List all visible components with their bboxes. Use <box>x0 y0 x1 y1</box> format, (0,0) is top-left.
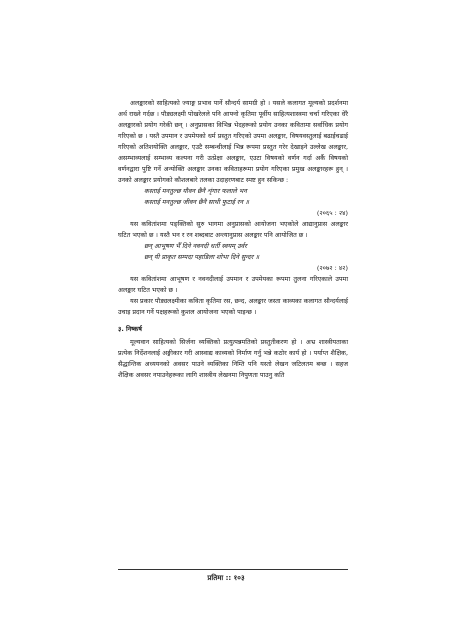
paragraph-anupras: यस कवितांशमा पङ्क्तिको सुरु भागमा अनुप्रासको आयोजना भएकोले आद्यानुप्रास अलङ्कार घटित भएको छ । यस्तै भन र रन शब्दबाट अन्त्यानुप्रास अलङ्कार पनि आयोजित छ । <box>118 220 348 239</box>
paragraph-upama: यस कवितांशमा आभूषण र नवनदीलाई उपमान र उपमेयका रूपमा तुलना गरिएकाले उपमा अलङ्कार घटित भएको छ । <box>118 275 348 294</box>
verse-line: छन् यी प्राकृत सम्पदा पहाडिला शोभा दिने सुन्दर ॥ <box>144 253 260 261</box>
verse-line: कस्ताई मनतुल्छ जीवन छैनै साथी फुटाई रन ॥ <box>144 198 249 206</box>
paragraph-conclusion: मूल्यवान साहित्यको सिर्जना व्यक्तिको प्रत्युत्पन्नमतिको प्रस्तुतीकरण हो । अभ्र शास्त्रीयताका प्रत्येक निर्देशनलाई अङ्गीकार गरी आस्वाद्य काव्यको निर्माण गर्नु भन्ने कठोर कार्य हो । पर्याप्त शैक्षिक, सैद्धान्तिक अध्ययनको अवसर पाउने व्यक्तिका निम्ति पनि यस्तो लेखन जटिलतम बन्छ । सहज शैक्षिक अवसर नपाउनेहरूका लागि शास्त्रीय लेखनमा निपुणता पाउनु कति <box>118 338 348 379</box>
citation: (२०७२ : ४२) <box>316 264 348 272</box>
paragraph-alankar-intro: अलङ्कारको साहित्यको ज्याङ्ग प्रभाव पार्ने सौन्दर्य सामग्री हो । यसले कलागत मूल्यको प्रदर्शनमा अर्थ राख्ने गर्दछ । पौड्यलक्ष्मी पोखरेलले पनि आफ्नो कृतिमा पूर्वीय साहित्यशास्त्रमा चर्चा गरिएका धेरै अलङ्कारको प्रयोग गरेकी छन् । अनुप्रासका विभिन्न भेदहरूको प्रयोग उनका कवितामा सर्वाधिक प्रयोग गरिएको छ । यस्तै उपमान र उपमेयको धर्म प्रस्तुत गरिएको उपमा अलङ्कार, विषयवस्तुलाई बढाईचढाई गरिएको अतिशयोक्ति अलङ्कार, एउटै सम्बन्धीलाई भिन्न रूपमा प्रस्तुत गरेर देखाइने उल्लेख अलङ्कार, असम्भाव्यलाई सम्भाव्य कल्पना गरी उत्प्रेक्षा अलङ्कार, एउटा विषयको वर्णन गर्दा अर्कै विषयको वर्णनद्वारा पुष्टि गर्ने अन्योक्ति अलङ्कार उनका कविताहरूमा प्रयोग गरिएका प्रमुख अलङ्कारहरू हुन् । उनको अलङ्कार प्रयोगको कौशलबारे तलका उदाहरणबाट स्पष्ट हुन सकिन्छ : <box>118 99 348 184</box>
verse-line: छन् आभूषण भैँ दिने नवनदी धर्ती स्वयम् उर्वर <box>144 242 247 250</box>
page-footer: प्रतिमा :: १०३ <box>207 574 245 582</box>
paragraph-summary: यस प्रकार पौड्यलक्ष्मीका कविता कृतिमा रस, छन्द, अलङ्कार जस्ता काव्यका कलागत सौन्दर्यलाई उचाइ प्रदान गर्ने पक्षहरूको कुशल आयोजना भएको पाइन्छ । <box>118 297 348 316</box>
footer-divider <box>118 569 348 570</box>
section-heading: ३. निष्कर्ष <box>118 325 142 333</box>
citation: (२०६५ : २४) <box>316 209 348 217</box>
verse-line: कस्ताई मनतुल्छ यौवन छैनै शृंगार फलाले भन <box>144 187 247 195</box>
body-text <box>118 98 348 381</box>
